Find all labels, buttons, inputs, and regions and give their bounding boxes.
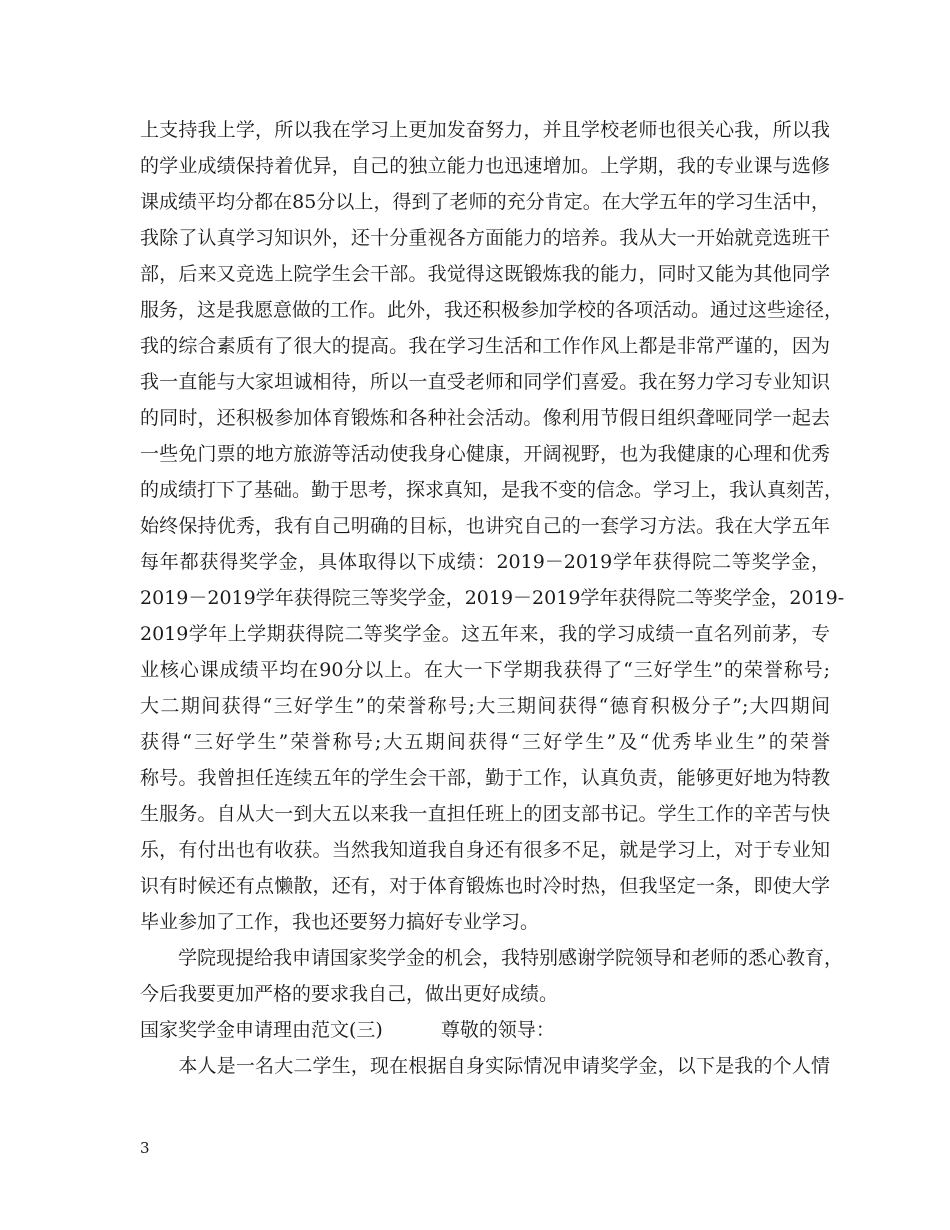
text-line: 上支持我上学，所以我在学习上更加发奋努力，并且学校老师也很关心我，所以我 (140, 119, 830, 141)
text-line: 始终保持优秀，我有自己明确的目标，也讲究自己的一套学习方法。我在大学五年 (140, 515, 830, 537)
text-line: 学院现提给我申请国家奖学金的机会，我特别感谢学院领导和老师的悉心教育， (140, 947, 844, 969)
document-body (140, 112, 845, 1084)
text-line: 的同时，还积极参加体育锻炼和各种社会活动。像利用节假日组织聋哑同学一起去 (140, 407, 830, 429)
section-heading-line (140, 1012, 830, 1048)
text-line: 本人是一名大二学生，现在根据自身实际情况申请奖学金，以下是我的个人情 (140, 1055, 830, 1077)
text-line: 我一直能与大家坦诚相待，所以一直受老师和同学们喜爱。我在努力学习专业知识 (140, 371, 830, 393)
text-line: 2019学年上学期获得院二等奖学金。这五年来，我的学习成绩一直名列前茅，专 (140, 623, 830, 645)
text-line: 我的综合素质有了很大的提高。我在学习生活和工作作风上都是非常严谨的，因为 (140, 335, 830, 357)
text-line: 称号。我曾担任连续五年的学生会干部，勤于工作，认真负责，能够更好地为特教 (140, 767, 830, 789)
text-line: 大二期间获得“三好学生”的荣誉称号;大三期间获得“德育积极分子”;大四期间 (140, 695, 830, 717)
text-line: 获得“三好学生”荣誉称号;大五期间获得“三好学生”及“优秀毕业生”的荣誉 (140, 731, 830, 753)
text-line: 一些免门票的地方旅游等活动使我身心健康，开阔视野，也为我健康的心理和优秀 (140, 443, 830, 465)
text-line: 业核心课成绩平均在90分以上。在大一下学期我获得了“三好学生”的荣誉称号; (140, 659, 830, 681)
text-line: 毕业参加了工作，我也还要努力搞好专业学习。 (140, 911, 540, 933)
section-heading-title: 国家奖学金申请理由范文(三) (140, 1019, 383, 1041)
text-line: 服务，这是我愿意做的工作。此外，我还积极参加学校的各项活动。通过这些途径， (140, 299, 844, 321)
text-line: 识有时候还有点懒散，还有，对于体育锻炼也时冷时热，但我坚定一条，即使大学 (140, 875, 830, 897)
text-line: 生服务。自从大一到大五以来我一直担任班上的团支部书记。学生工作的辛苦与快 (140, 803, 830, 825)
text-line: 的学业成绩保持着优异，自己的独立能力也迅速增加。上学期，我的专业课与选修 (140, 155, 830, 177)
text-line: 我除了认真学习知识外，还十分重视各方面能力的培养。我从大一开始就竞选班干 (140, 227, 830, 249)
text-line: 课成绩平均分都在85分以上，得到了老师的充分肯定。在大学五年的学习生活中， (140, 191, 830, 213)
salutation: 尊敬的领导： (440, 1019, 555, 1041)
text-line: 部，后来又竞选上院学生会干部。我觉得这既锻炼我的能力，同时又能为其他同学 (140, 263, 830, 285)
text-line: 每年都获得奖学金，具体取得以下成绩：2019－2019学年获得院二等奖学金， (140, 551, 830, 573)
text-line: 2019－2019学年获得院三等奖学金，2019－2019学年获得院二等奖学金，2019- (140, 587, 845, 609)
text-line: 今后我要更加严格的要求我自己，做出更好成绩。 (140, 983, 559, 1005)
page-number: 3 (140, 1139, 150, 1157)
text-line: 乐，有付出也有收获。当然我知道我自身还有很多不足，就是学习上，对于专业知 (140, 839, 830, 861)
text-line: 的成绩打下了基础。勤于思考，探求真知，是我不变的信念。学习上，我认真刻苦， (140, 479, 844, 501)
